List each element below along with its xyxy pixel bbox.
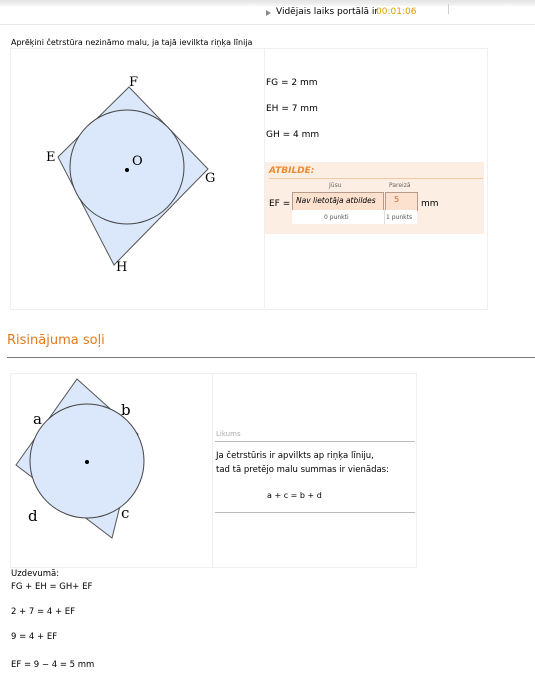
time-value: 00:01:06 [376,7,417,17]
column-user: Jūsu [329,182,342,189]
label-c: c [121,504,130,522]
solution-heading: Risinājuma soļi [7,333,105,348]
points-separator [384,210,385,224]
label-b: b [121,401,131,419]
label-F: F [129,75,139,90]
rule-title: Likums [216,430,241,438]
rule-text-line1: Ja četrstūris ir apvilkts ap riņķa līniju, [216,451,374,461]
steps-title: Uzdevumā: [11,569,60,579]
solution-heading-rule [7,357,535,358]
center-point [125,168,129,172]
correct-answer-value: 5 [394,195,400,204]
label-d: d [28,507,38,525]
rule-bottom-line [215,512,415,513]
step-4: EF = 9 − 4 = 5 mm [11,660,95,670]
label-E: E [46,150,56,165]
rule-formula: a + c = b + d [267,491,322,500]
answer-unit: mm [421,199,439,209]
step-2: 2 + 7 = 4 + EF [11,607,76,617]
rule-top-line [215,441,415,442]
given-eh: EH = 7 mm [266,104,318,114]
label-O: O [132,154,143,169]
time-label: Vidējais laiks portālā ir [276,7,379,17]
rule-text-line2: tad tā pretējo malu summas ir vienādas: [216,465,389,475]
answer-heading-rule [269,178,483,179]
task-title: Aprēķini četrstūra nezināmo malu, ja tajā ievilkta riņķa līnija [11,38,253,47]
answer-heading: ATBILDE: [269,166,315,176]
label-H: H [116,260,128,275]
correct-answer-field [385,192,418,211]
solution-panel-divider [212,374,213,567]
inscribed-circle [70,110,184,224]
step-3: 9 = 4 + EF [11,632,58,642]
answer-field-label: EF = [269,199,291,209]
user-answer-value: Nav lietotāja atbildes [296,196,376,205]
label-G: G [205,171,216,186]
label-a: a [33,410,42,428]
correct-points: 1 punkts [386,214,413,221]
given-gh: GH = 4 mm [266,130,320,140]
given-fg: FG = 2 mm [266,78,318,88]
column-correct: Pareizā [389,182,411,189]
user-points: 0 punkti [324,214,349,221]
step-1: FG + EH = GH+ EF [11,582,93,592]
